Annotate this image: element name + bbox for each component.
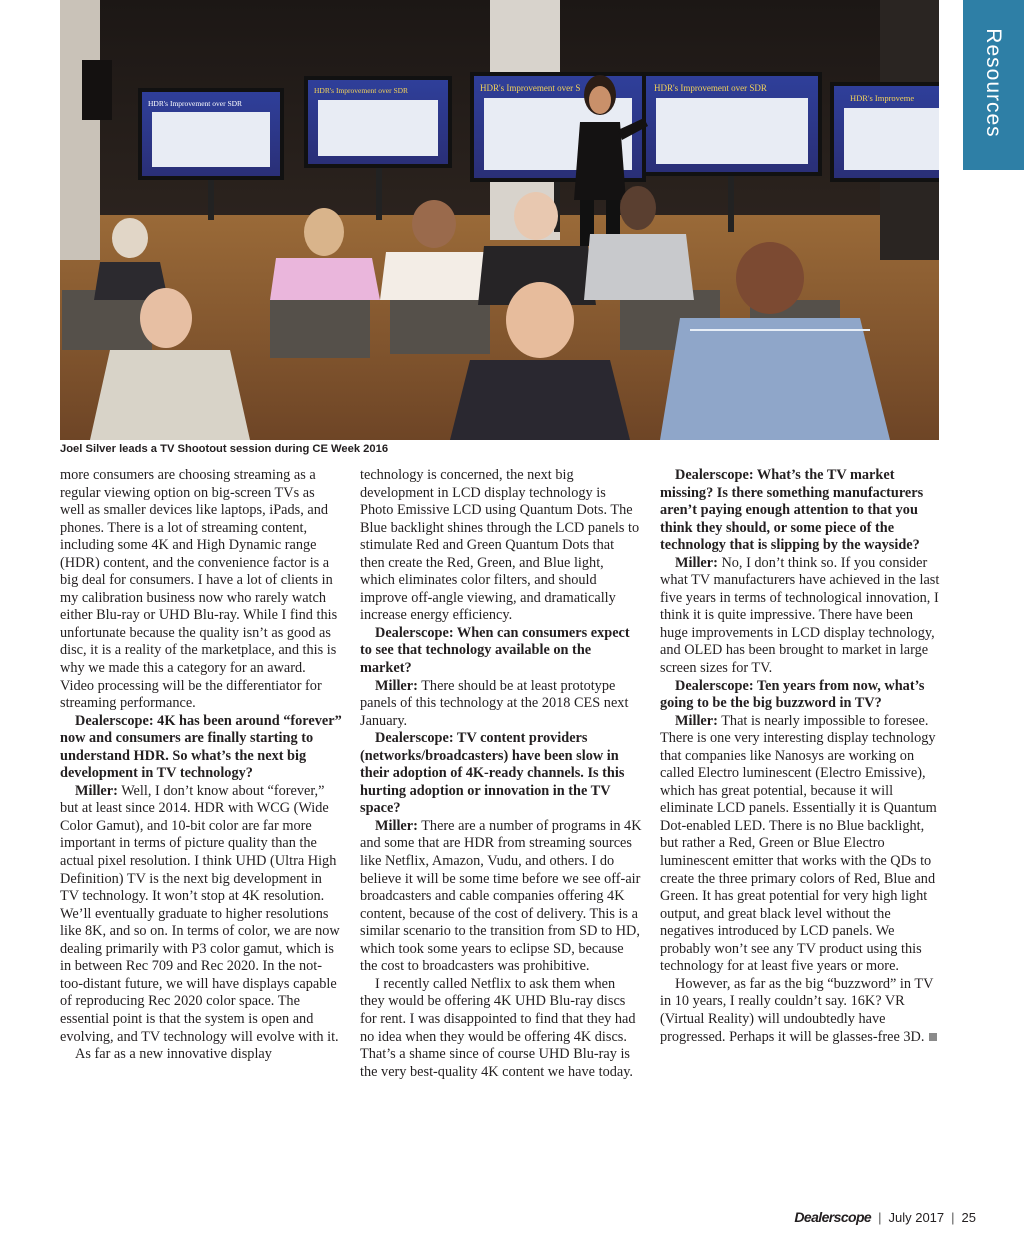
interview-answer [60, 783, 342, 1046]
slide-title: HDR's Improvement over SDR [654, 83, 767, 93]
slide-title: HDR's Improveme [850, 93, 915, 103]
paragraph: I recently called Netflix to ask them when they would be offering 4K UHD Blu-ray discs for rent. I was disappointed to find that they had no idea when they would be offering 4K discs. That’s a shame since of course UHD Blu-ray is the very best-quality 4K content we have today. [360, 975, 636, 1080]
page-footer [794, 1209, 976, 1225]
end-mark-icon [929, 1033, 937, 1041]
interview-question: Dealerscope: When can consumers expect to see that technology available on the market? [360, 624, 630, 677]
interview-question: Dealerscope: TV content providers (networks/broadcasters) have been slow in their adoption of 4K-ready channels. Is this hurting adoption or innovation in the TV space? [360, 730, 625, 817]
interview-answer [660, 555, 942, 678]
speaker-name: Miller: [675, 554, 718, 571]
speaker-name: Miller: [375, 817, 418, 834]
paragraph: more consumers are choosing streaming as a regular viewing option on big-screen TVs as well as smaller devices like laptops, iPads, and phones. There is a lot of streaming content, including some 4K and High Dynamic range (HDR) content, and the convenience factor is a big deal for consumers. I have a lot of clients in my calibration business now who rarely watch either Blu-ray or UHD Blu-ray. While I find this unfortunate because the quality isn’t as good as disc, it is a reality of the marketplace, and this is why we made this a category for an award. Video processing will be the differentiator for streaming performance. [60, 467, 338, 712]
page-number: 25 [961, 1210, 976, 1225]
article-photo [60, 0, 939, 440]
speaker-name: Miller: [675, 712, 718, 729]
interview-question: Dealerscope: What’s the TV market missing? Is there something manufacturers aren’t paying enough attention to that you think they should, or some piece of the technology that is slipping by the wayside? [660, 467, 924, 554]
magazine-logo: Dealerscope [794, 1209, 872, 1225]
answer-text: No, I don’t think so. If you consider what TV manufacturers have achieved in the last five years in terms of technological innovation, I think it is quite impressive. There have been huge improvements in LCD display technology, and OLED has been brought to market in large screen sizes for TV. [660, 554, 940, 677]
interview-answer [360, 678, 642, 731]
issue-date: July 2017 [888, 1210, 945, 1225]
section-tab [963, 0, 1024, 170]
article-column-3 [660, 467, 942, 1046]
speaker-name: Miller: [375, 677, 418, 694]
interview-answer [360, 818, 642, 976]
speaker-name: Miller: [75, 782, 118, 799]
footer-separator: | [878, 1210, 882, 1225]
slide-title: HDR's Improvement over S [480, 83, 581, 93]
tv-screens [138, 72, 939, 182]
answer-text: There are a number of programs in 4K and some that are HDR from streaming sources like Netflix, Amazon, Vudu, and others. I do believe it will be some time before we see off-air broadcasters and cable companies offering 4K content, because of the cost of delivery. This is a similar scenario to the transition from SD to HD, which took some years to eclipse SD, because the cost to broadcasters was prohibitive. [360, 817, 642, 975]
answer-text: There should be at least prototype panels of this technology at the 2018 CES next January. [360, 677, 629, 729]
paragraph: As far as a new innovative display [75, 1046, 272, 1063]
paragraph [660, 976, 942, 1046]
photo-caption: Joel Silver leads a TV Shootout session during CE Week 2016 [60, 443, 389, 455]
closing-text: However, as far as the big “buzzword” in TV in 10 years, I really couldn’t say. 16K? VR (Virtual Reality) will undoubtedly have progressed. Perhaps it will be glasses-free 3D. [660, 975, 934, 1045]
seminar-photo [60, 0, 939, 440]
article-column-2 [360, 467, 642, 1081]
article-column-1 [60, 467, 342, 1064]
paragraph: technology is concerned, the next big development in LCD display technology is Photo Emissive LCD using Quantum Dots. The Blue backlight shines through the LCD panels to stimulate Red and Green Quantum Dots that then create the Red, Green, and Blue light, which eliminates color filters, and should improve off-angle viewing, and dramatically increase energy efficiency. [360, 467, 640, 624]
answer-text: That is nearly impossible to foresee. There is one very interesting display technology that companies like Nanosys are working on called Electro luminescent (Electro Emissive), which has great potential, because it will eliminate LCD panels. Essentially it is Quantum Dot-enabled LED. There is no Blue backlight, but rather a Red, Green or Blue Electro luminescent emitter that works with the QDs to create the three primary colors of Red, Blue and Green. It has great potential for very high light output, and great black level without the negatives introduced by LCD panels. We probably won’t see any TV product using this technology for at least five years or more. [660, 712, 937, 975]
interview-answer [660, 713, 942, 976]
interview-question: Dealerscope: Ten years from now, what’s going to be the big buzzword in TV? [660, 677, 925, 712]
section-tab-label: Resources [982, 28, 1005, 138]
interview-question: Dealerscope: 4K has been around “forever” now and consumers are finally starting to understand HDR. So what’s the next big development in TV technology? [60, 712, 342, 782]
footer-separator: | [951, 1210, 955, 1225]
answer-text: Well, I don’t know about “forever,” but at least since 2014. HDR with WCG (Wide Color Gamut), and 10-bit color are far more important in terms of picture quality than the actual pixel resolution. I think UHD (Ultra High Definition) TV is the next big development in TV technology. It won’t stop at 4K resolution. We’ll eventually graduate to higher resolutions like 8K, and so on. In terms of color, we are now dealing primarily with P3 color gamut, which is in between Rec 709 and Rec 2020. In the not-too-distant future, we will have displays capable of reproducing Rec 2020 color space. The essential point is that the system is open and evolving, and TV technology will evolve with it. [60, 782, 340, 1045]
slide-title: HDR's Improvement over SDR [148, 99, 243, 108]
slide-title: HDR's Improvement over SDR [314, 86, 409, 95]
